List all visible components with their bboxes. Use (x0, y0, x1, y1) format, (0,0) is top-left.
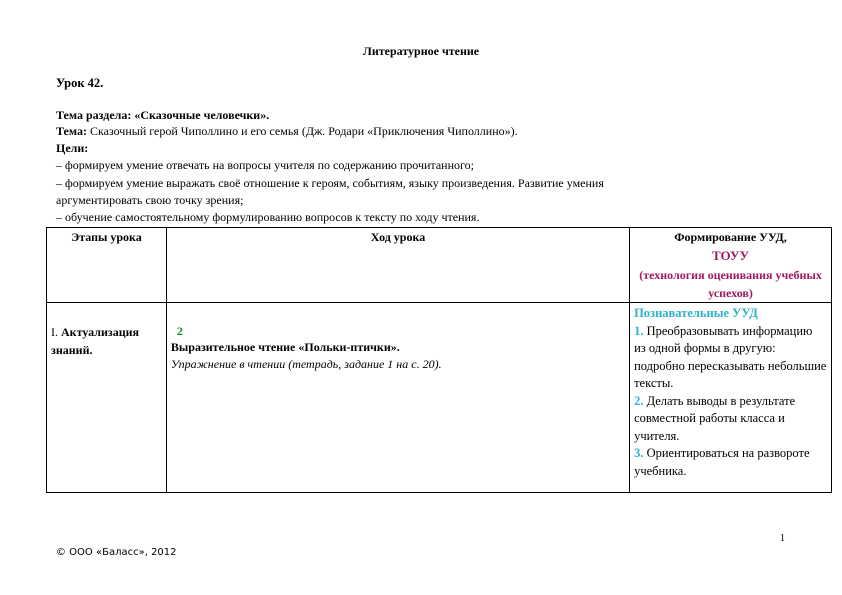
goal-item: – обучение самостоятельному формулированию вопросов к тексту по ходу чтения. (56, 210, 480, 224)
slide-number: 2 (176, 324, 183, 338)
header-uud (630, 228, 832, 303)
goal-item: аргументировать свою точку зрения; (56, 193, 244, 207)
uud-item (634, 323, 827, 393)
uud-item-text: Преобразовывать информацию из одной формы в другую: подробно пересказывать небольшие тексты. (634, 323, 827, 390)
uud-title: Познавательные УУД (634, 306, 758, 320)
header-toyu-sub: (технология оценивания учебных успехов) (639, 268, 822, 300)
copyright: © ООО «Баласс», 2012 (56, 547, 177, 558)
page-title: Литературное чтение (362, 44, 480, 58)
table-header-row (47, 228, 832, 303)
uud-item-number: 2. (634, 393, 644, 408)
exercise-subtitle: Упражнение в чтении (тетрадь, задание 1 на с. 20). (170, 357, 442, 371)
uud-item-text: Делать выводы в результате совместной работы класса и учителя. (634, 393, 796, 443)
stage-number: I. (51, 325, 61, 339)
uud-item (634, 393, 827, 446)
lesson-table (46, 227, 832, 493)
header-toyu: ТОУУ (712, 248, 750, 263)
goals-label: Цели: (56, 141, 89, 155)
table-row (47, 303, 832, 493)
page-number: 1 (780, 533, 785, 544)
uud-cell (630, 303, 832, 493)
goal-item: – формируем умение выражать своё отношение к героям, событиям, языку произведения. Развитие умения (56, 176, 604, 190)
uud-item-number: 1. (634, 323, 644, 338)
uud-item-number: 3. (634, 446, 644, 460)
header-uud-label: Формирование УУД, (674, 230, 787, 244)
course-cell (166, 303, 629, 493)
section-theme: Тема раздела: «Сказочные человечки». (56, 108, 270, 122)
lesson-number: Урок 42. (56, 76, 104, 90)
header-stages: Этапы урока (47, 228, 167, 303)
exercise-title: Выразительное чтение «Польки-птички». (170, 340, 400, 354)
uud-item (634, 445, 827, 480)
header-course: Ход урока (166, 228, 629, 303)
uud-item-text: Ориентироваться на развороте учебника. (634, 446, 810, 478)
stage-name: Актуализация знаний. (51, 325, 140, 357)
stage-cell (47, 303, 167, 493)
theme-label: Тема: (56, 124, 87, 138)
goal-item: – формируем умение отвечать на вопросы учителя по содержанию прочитанного; (56, 158, 474, 172)
theme-text: Сказочный герой Чиполлино и его семья (Дж. Родари «Приключения Чиполлино»). (86, 124, 518, 138)
lesson-theme (56, 124, 518, 139)
